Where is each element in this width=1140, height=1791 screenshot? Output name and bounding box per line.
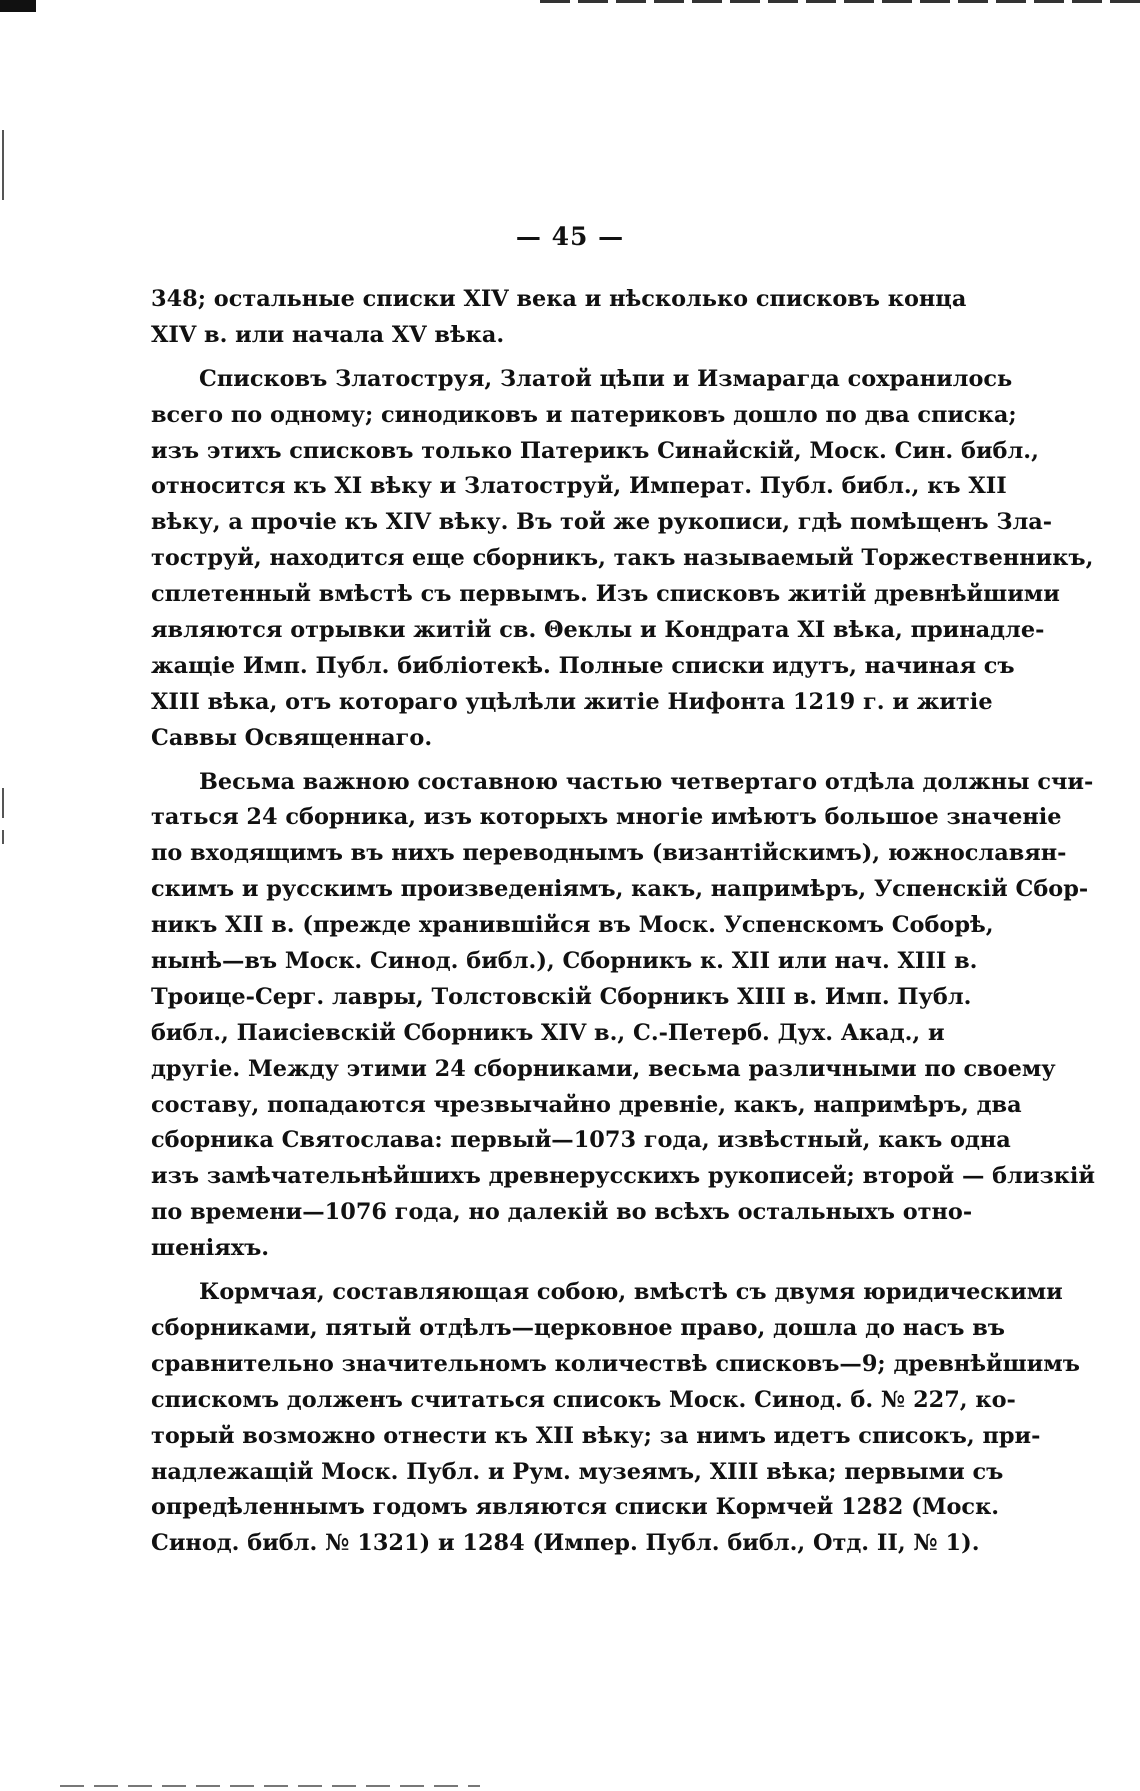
text-line: Троице-Серг. лавры, Толстовскій Сборникъ XIII в. Имп. Публ. bbox=[151, 983, 972, 1010]
top-scan-rule bbox=[540, 0, 1140, 3]
text-line: составу, попадаются чрезвычайно древніе, какъ, напримѣръ, два bbox=[151, 1091, 1022, 1118]
paragraph bbox=[151, 362, 1094, 757]
text-line: относится къ XI вѣку и Златоструй, Императ. Публ. библ., къ XII bbox=[151, 473, 1007, 500]
text-line: по входящимъ въ нихъ переводнымъ (византійскимъ), южнославян- bbox=[151, 840, 1067, 867]
text-line: надлежащій Моск. Публ. и Рум. музеямъ, XIII вѣка; первыми съ bbox=[151, 1458, 1004, 1485]
text-line: XIV в. или начала XV вѣка. bbox=[151, 321, 505, 348]
text-line: являются отрывки житій св. Θеклы и Кондрата XI вѣка, принадле- bbox=[151, 617, 1045, 644]
body-text bbox=[151, 282, 1096, 1570]
text-line: сборниками, пятый отдѣлъ—церковное право, дошла до насъ въ bbox=[151, 1314, 1005, 1341]
text-line: нынѣ—въ Моск. Синод. библ.), Сборникъ к. XII или нач. XIII в. bbox=[151, 948, 978, 975]
text-line: шеніяхъ. bbox=[151, 1235, 270, 1262]
text-line: сравнительно значительномъ количествѣ списковъ—9; древнѣйшимъ bbox=[151, 1350, 1080, 1377]
text-line: по времени—1076 года, но далекій во всѣхъ остальныхъ отно- bbox=[151, 1199, 973, 1226]
text-line: скимъ и русскимъ произведеніямъ, какъ, напримѣръ, Успенскій Сбор- bbox=[151, 876, 1089, 903]
text-line: спискомъ долженъ считаться списокъ Моск. Синод. б. № 227, ко- bbox=[151, 1386, 1016, 1413]
text-line: Саввы Освященнаго. bbox=[151, 724, 433, 751]
text-line: сплетенный вмѣстѣ съ первымъ. Изъ списковъ житій древнѣйшими bbox=[151, 581, 1060, 608]
corner-scan-mark bbox=[0, 0, 36, 12]
text-line: изъ замѣчательнѣйшихъ древнерусскихъ рукописей; второй — близкій bbox=[151, 1163, 1096, 1190]
text-line: всего по одному; синодиковъ и патериковъ дошло по два списка; bbox=[151, 401, 1017, 428]
left-margin-tick bbox=[2, 130, 4, 200]
text-line: опредѣленнымъ годомъ являются списки Кормчей 1282 (Моск. bbox=[151, 1494, 1000, 1521]
text-line: тоструй, находится еще сборникъ, такъ называемый Торжественникъ, bbox=[151, 545, 1094, 572]
left-margin-tick bbox=[2, 830, 4, 844]
bottom-scan-rule bbox=[60, 1785, 480, 1787]
paragraph bbox=[151, 765, 1096, 1267]
left-margin-tick bbox=[2, 788, 4, 818]
text-line: таться 24 сборника, изъ которыхъ многіе имѣютъ большое значеніе bbox=[151, 804, 1062, 831]
paragraph bbox=[151, 1275, 1080, 1562]
paragraph bbox=[151, 282, 967, 354]
text-line: никъ XII в. (прежде хранившійся въ Моск. Успенскомъ Соборѣ, bbox=[151, 912, 994, 939]
text-line: сборника Святослава: первый—1073 года, извѣстный, какъ одна bbox=[151, 1127, 1011, 1154]
text-line: 348; остальные списки XIV века и нѣсколько списковъ конца bbox=[151, 286, 967, 312]
text-line: другіе. Между этими 24 сборниками, весьма различными по своему bbox=[151, 1055, 1056, 1082]
text-line: жащіе Имп. Публ. библіотекѣ. Полные списки идутъ, начиная съ bbox=[151, 652, 1015, 679]
text-line: Списковъ Златоструя, Златой цѣпи и Измарагда сохранилось bbox=[199, 365, 1013, 392]
text-line: торый возможно отнести къ XII вѣку; за нимъ идетъ списокъ, при- bbox=[151, 1422, 1041, 1449]
text-line: вѣку, а прочіе къ XIV вѣку. Въ той же рукописи, гдѣ помѣщенъ Зла- bbox=[151, 509, 1053, 536]
text-line: XIII вѣка, отъ котораго уцѣлѣли житіе Нифонта 1219 г. и житіе bbox=[151, 688, 993, 715]
text-line: изъ этихъ списковъ только Патерикъ Синайскій, Моск. Син. библ., bbox=[151, 437, 1039, 464]
text-line: Весьма важною составною частью четвертаго отдѣла должны счи- bbox=[199, 768, 1094, 795]
text-line: Кормчая, составляющая собою, вмѣстѣ съ двумя юридическими bbox=[199, 1279, 1063, 1306]
text-line: Синод. библ. № 1321) и 1284 (Импер. Публ. библ., Отд. II, № 1). bbox=[151, 1530, 980, 1557]
page-number: — 45 — bbox=[515, 222, 625, 251]
text-line: библ., Паисіевскій Сборникъ XIV в., С.-Петерб. Дух. Акад., и bbox=[151, 1019, 945, 1046]
